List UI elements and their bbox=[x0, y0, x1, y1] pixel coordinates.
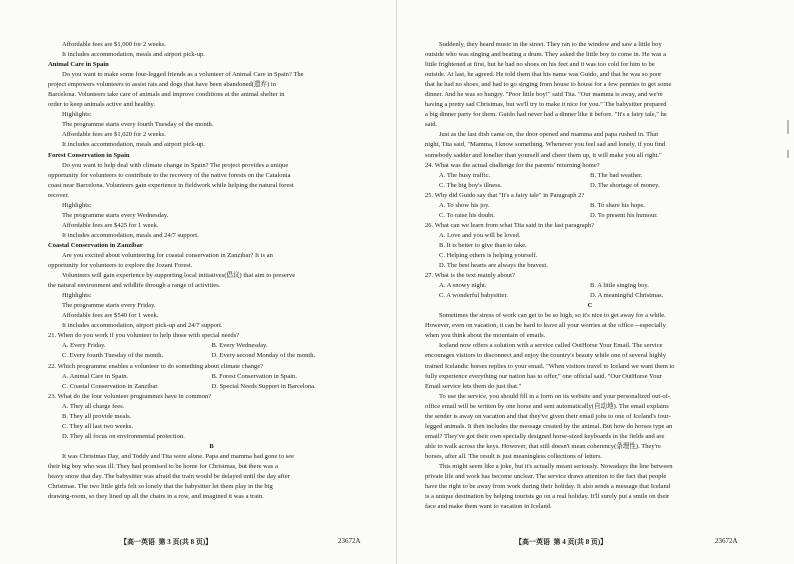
text-line: able to walk across the keys. However, that still doesn't mean coherency(条理性). They're bbox=[425, 442, 661, 450]
text-line: 25. Why did Guido say that "It's a fairy tale" in Paragraph 2? bbox=[425, 191, 585, 199]
left-page-footer: 【高一英语 第 3 页(共 8 页)】 bbox=[120, 538, 213, 546]
text-line: This might seem like a joke, but it's actually meant seriously. Nowadays the line between bbox=[439, 462, 673, 470]
text-line: It was Christmas Day, and Toddy and Tita were alone. Papa and mamma had gone to see bbox=[62, 452, 295, 460]
text-line: trained Icelandic horses replies to your email. "When visitors travel to Iceland we want them to bbox=[425, 362, 675, 370]
scan-mark bbox=[787, 120, 789, 134]
text-line: horses, after all. The result is just meaningless collections of letters. bbox=[425, 452, 603, 460]
option-row bbox=[425, 211, 755, 221]
scan-mark bbox=[787, 150, 789, 158]
answer-option: D. To present his humour. bbox=[590, 211, 658, 219]
answer-option: B. A little singing boy. bbox=[590, 282, 649, 290]
text-line: their big boy who was ill. They had promised to be home for Christmas, but there was a bbox=[48, 462, 278, 470]
option-row bbox=[425, 281, 755, 291]
text-line: project empowers volunteers to assist rats and dogs that have been abandoned(遗弃) in bbox=[48, 81, 276, 89]
text-line: D. The best hearts are always the bravest. bbox=[439, 262, 548, 270]
text-line: drawing-room, so they lined up all the chairs in a row, and imagined it was a train. bbox=[48, 493, 264, 501]
text-line: coast near Barcelona. Volunteers gain experience in fieldwork while helping the natural forest bbox=[48, 181, 294, 189]
text-line: outside who was singing and beating a drum. They asked the little boy to come in. He was a bbox=[425, 51, 666, 59]
text-line: said. bbox=[425, 121, 438, 129]
right-page-code: 23672A bbox=[715, 537, 738, 545]
text-line: fully experience everything our nation has to offer," one official said. "Our OutHorse Your bbox=[425, 372, 662, 380]
text-line: Christmas. The two little girls felt so lonely that the babysitter let them play in the big bbox=[48, 483, 273, 491]
text-line: The programme starts every Wednesday. bbox=[62, 211, 169, 219]
text-line: Affordable fees are $1,020 for 2 weeks. bbox=[62, 131, 166, 139]
text-line: Suddenly, they heard music in the street. They ran to the window and saw a little boy bbox=[439, 41, 662, 48]
text-line: D. They all focus on environmental protection. bbox=[62, 432, 185, 440]
text-line: Affordable fees are $1,000 for 2 weeks. bbox=[62, 41, 166, 48]
text-line: 21. When do you work if you volunteer to help those with special needs? bbox=[48, 332, 240, 340]
text-line: office email will be written by one horse and sent automatically(自动地). The email explains bbox=[425, 402, 669, 410]
text-line: Affordable fees are $425 for 1 week. bbox=[62, 221, 159, 229]
text-line: encourages visitors to disconnect and enjoy the country's beauty while one of several highly bbox=[425, 352, 666, 360]
text-line: 23. What do the four volunteer programmes have in common? bbox=[48, 392, 212, 400]
text-line: A. They all charge fees. bbox=[62, 402, 125, 410]
text-line: The programme starts every Friday. bbox=[62, 302, 156, 310]
text-line: outside. At last, he agreed. He told them that his name was Guido, and that he was so poor bbox=[425, 71, 662, 79]
text-line: To use the service, you should fill in a form on its website and your personalized out-of- bbox=[439, 392, 670, 400]
text-line: C. They all last two weeks. bbox=[62, 422, 133, 430]
text-line: the sender is away on vacation and that they've given their email jobs to one of Iceland's four- bbox=[425, 412, 671, 420]
option-row bbox=[425, 201, 755, 211]
left-page-code: 23672A bbox=[338, 537, 361, 545]
text-line: It includes accommodation, meals and 24/7 support. bbox=[62, 231, 199, 239]
text-line: Affordable fees are $540 for 1 week. bbox=[62, 312, 159, 320]
text-line: opportunity for volunteers to contribute to the recovery of the native forests on the Catalonia bbox=[48, 171, 291, 179]
passage-label: B bbox=[209, 442, 214, 450]
answer-option: A. A snowy night. bbox=[439, 282, 487, 290]
answer-option: A. The busy traffic. bbox=[439, 171, 491, 179]
text-line: B. They all provide meals. bbox=[62, 412, 132, 420]
passage-label: C bbox=[587, 302, 593, 310]
answer-option: D. Special Needs Support in Barcelona. bbox=[211, 382, 316, 390]
option-row bbox=[48, 351, 375, 361]
text-line: C. Helping others is helping yourself. bbox=[439, 251, 538, 259]
answer-option: C. The big boy's illness. bbox=[439, 181, 502, 189]
right-text-column bbox=[425, 40, 755, 512]
text-line: B. It is better to give than to take. bbox=[439, 241, 527, 249]
answer-option: B. Every Wednesday. bbox=[211, 342, 268, 350]
answer-option: B. Forest Conservation in Spain. bbox=[211, 372, 297, 380]
section-heading: Animal Care in Spain bbox=[48, 61, 109, 69]
answer-option: D. A meaningful Christmas. bbox=[590, 292, 664, 300]
section-heading: Coastal Conservation in Zanzibar bbox=[48, 241, 143, 249]
answer-option: B. To share his hope. bbox=[590, 201, 646, 209]
text-line: little frightened at first, but he had no shoes on his feet and it was too cold for him to be bbox=[425, 61, 655, 69]
text-line: have the right to be away from work during their holiday. It also sends a message that Iceland bbox=[425, 483, 671, 491]
text-line: However, even on vacation, it can be hard to leave all your worries at the office—especially bbox=[425, 322, 666, 330]
text-line: It includes accommodation, airport pick-up and 24/7 support. bbox=[62, 322, 223, 330]
text-line: Do you want to make some four-legged friends as a volunteer of Animal Care in Spain? The bbox=[62, 71, 304, 79]
text-line: Are you excited about volunteering for coastal conservation in Zanzibar? It is an bbox=[62, 251, 273, 259]
answer-option: B. The bad weather. bbox=[590, 171, 643, 179]
text-line: night, Tita said, "Mamma, I know something. Whenever you feel sad and lonely, if you find bbox=[425, 141, 666, 149]
text-line: order to keep animals active and healthy. bbox=[48, 101, 156, 109]
answer-option: A. To show his joy. bbox=[439, 201, 490, 209]
text-line: heavy snow that day. The babysitter was afraid the train would be delayed until the day after bbox=[48, 473, 290, 481]
text-line: 22. Which programme enables a volunteer to do something about climate change? bbox=[48, 362, 264, 370]
text-line: It includes accommodation, meals and airport pick-up. bbox=[62, 51, 205, 59]
option-row bbox=[48, 341, 375, 351]
text-line: Do you want to help deal with climate change in Spain? The project provides a unique bbox=[62, 161, 289, 169]
text-line: Email service lets them do just that." bbox=[425, 382, 522, 390]
answer-option: D. Every second Monday of the month. bbox=[211, 352, 316, 360]
text-line: A. Love and you will be loved. bbox=[439, 231, 521, 239]
answer-option: A. Animal Care in Spain. bbox=[62, 372, 129, 380]
text-line: legged animals. It then includes the message created by the animal. But how do horses type an bbox=[425, 422, 673, 430]
option-row bbox=[48, 372, 375, 382]
text-line: opportunity for volunteers to explore the Jozani Forest. bbox=[48, 262, 193, 270]
answer-option: C. To raise his doubt. bbox=[439, 211, 495, 219]
option-row bbox=[425, 181, 755, 191]
text-line: somebody sadder and lonelier than yourself and cheer them up, it will make you all right." bbox=[425, 151, 662, 159]
answer-option: C. Every fourth Tuesday of the month. bbox=[62, 352, 164, 360]
text-line: 24. What was the actual challenge for the parents' returning home? bbox=[425, 161, 600, 169]
right-exam-page bbox=[397, 0, 794, 564]
text-line: Highlights: bbox=[62, 111, 92, 119]
option-row bbox=[48, 382, 375, 392]
answer-option: C. Coastal Conservation in Zanzibar. bbox=[62, 382, 159, 390]
text-line: Barcelona. Volunteers take care of animals and improve conditions at the animal shelter in bbox=[48, 91, 285, 99]
text-line: Highlights: bbox=[62, 292, 92, 300]
text-line: The programme starts every fourth Tuesday of the month. bbox=[62, 121, 214, 129]
text-line: Just as the last dish came on, the door opened and mamma and papa rushed in. That bbox=[439, 131, 659, 139]
text-line: dinner. And he was so hungry. "Poor little boy!" said Tita. "Our mamma is away, and we're bbox=[425, 91, 663, 99]
text-line: the natural environment and wildlife through a range of activities. bbox=[48, 282, 221, 290]
answer-option: A. Every Friday. bbox=[62, 342, 106, 350]
option-row bbox=[425, 291, 755, 301]
answer-option: C. A wonderful babysitter. bbox=[439, 292, 508, 300]
text-line: is a unique destination by helping tourists go on a real holiday. It'll surely put a smile on their bbox=[425, 493, 670, 501]
text-line: face and make them want to vacation in Iceland. bbox=[425, 503, 552, 511]
text-line: 27. What is the text mainly about? bbox=[425, 272, 515, 280]
text-line: email? They've got their own specially designed horse-sized keyboards in the fields and are bbox=[425, 432, 665, 440]
text-line: Highlights: bbox=[62, 201, 92, 209]
text-line: a big dinner party for them. Guido had never had a dinner like it before. "It's a fairy tale," he bbox=[425, 111, 667, 119]
text-line: recover. bbox=[48, 191, 69, 199]
left-text-column bbox=[48, 40, 375, 502]
text-line: private life and work has become unclear. The service draws attention to the fact that people bbox=[425, 473, 667, 481]
text-line: 26. What can we learn from what Tita said in the last paragraph? bbox=[425, 221, 595, 229]
section-heading: Forest Conservation in Spain bbox=[48, 151, 130, 159]
text-line: Iceland now offers a solution with a service called OutHorse Your Email. The service bbox=[439, 342, 663, 350]
text-line: Volunteers will gain experience by supporting local initiatives(倡议) that aim to preserve bbox=[62, 272, 296, 280]
answer-option: D. The shortage of money. bbox=[590, 181, 660, 189]
text-line: when you think about the mountain of emails. bbox=[425, 332, 546, 340]
text-line: Sometimes the stress of work can get to be so high, so it's nice to get away for a while. bbox=[439, 312, 666, 320]
right-page-footer: 【高一英语 第 4 页(共 8 页)】 bbox=[515, 538, 608, 546]
option-row bbox=[425, 171, 755, 181]
text-line: having a pretty sad Christmas, but we'll try to make it nice for you." The babysitter prepared bbox=[425, 101, 667, 109]
text-line: It includes accommodation, meals and airport pick-up. bbox=[62, 141, 205, 149]
text-line: that he had no shoes, and had to go singing from house to house for a few pennies to get some bbox=[425, 81, 672, 89]
